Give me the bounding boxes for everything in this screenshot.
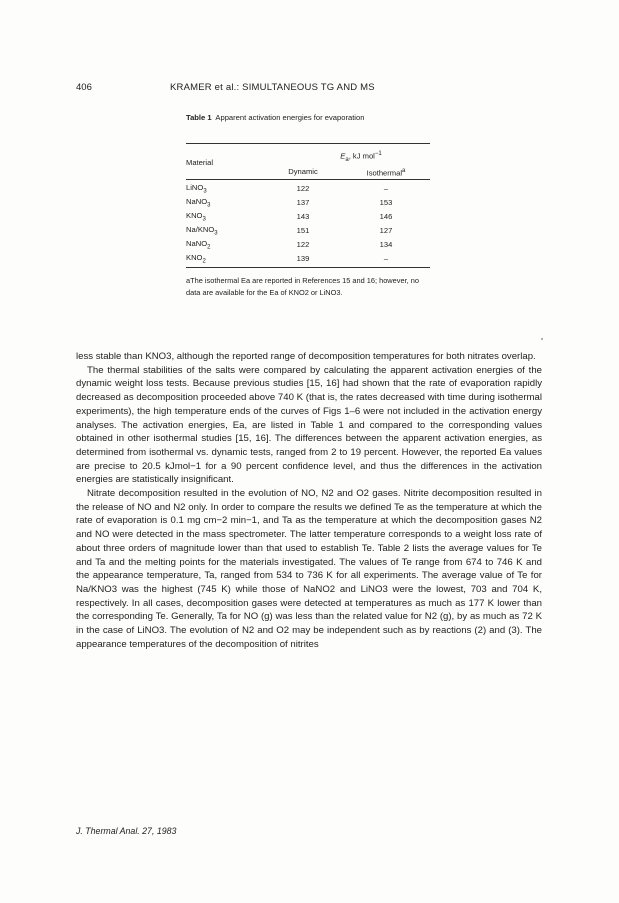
cell-dynamic: 122 (296, 184, 310, 194)
col-header-isothermal: Isothermal$^a$ (366, 167, 406, 178)
table-footnote: aThe isothermal Ea are reported in References 15 and 16; however, no data are available for the Ea of KNO2 or LiNO3. (186, 276, 419, 297)
table-caption-text: Apparent activation energies for evaporation (215, 113, 365, 122)
table-row (186, 211, 430, 225)
cell-material: NaNO$_2$ (186, 238, 211, 251)
activation-energy-table (186, 143, 430, 270)
cell-isothermal: – (383, 184, 389, 194)
table-label: Table 1 (186, 113, 212, 122)
cell-material: LiNO$_3$ (186, 182, 207, 195)
cell-material: $KNO_3$ (186, 210, 206, 223)
cell-isothermal: – (383, 254, 389, 264)
col-header-energy: $E_a$, kJ mol$^{-1}$ (264, 144, 430, 166)
cell-material: NaNO$_3$ (186, 196, 211, 209)
col-header-material: Material (186, 144, 264, 180)
page-number: 406 (76, 82, 92, 93)
table-row (186, 253, 430, 268)
body-text (76, 350, 542, 651)
cell-isothermal: 153 (379, 198, 393, 208)
cell-material: $Na/KNO_3$ (186, 224, 218, 237)
body-paragraph: less stable than KNO3, although the reported range of decomposition temperatures for both nitrates overlap. (76, 351, 536, 362)
cell-isothermal: 127 (379, 226, 393, 236)
table-caption (186, 113, 364, 122)
body-paragraph: Nitrate decomposition resulted in the evolution of NO, N2 and O2 gases. Nitrite decomposition resulted in the release of NO and N2 only. In order to compare the results we defined Te as the temperature at which the rate of evaporation is 0.1 mg cm−2 min−1, and Ta as the temperature at which the decomposition gases N2 and NO were detected in the mass spectrometer. The latter temperature corresponds to a weight loss rate of about three orders of magnitude lower than that used to establish Te. Table 2 lists the average values for Te and Ta and the melting points for the materials investigated. The values of Te range from 674 to 746 K and the appearance temperature, Ta, ranged from 534 to 736 K for all experiments. The average value of Te for Na/KNO3 was the highest (745 K) while those of NaNO2 and LiNO3 were the lowest, 703 and 704 K, respectively. In all cases, decomposition gases were detected at temperatures as much as 177 K lower than the corresponding Te. Generally, Ta for NO (g) was less than the related value for N2 (g), by as much as 72 K in the case of LiNO3. The evolution of N2 and O2 may be independent such as by reactions (2) and (3). The appearance temperatures of the decomposition of nitrites (76, 488, 542, 650)
col-header-dynamic: Dynamic (288, 166, 318, 176)
cell-material: $KNO_2$ (186, 252, 206, 265)
table-row (186, 225, 430, 239)
cell-dynamic: 143 (296, 212, 310, 222)
journal-footer: J. Thermal Anal. 27, 1983 (76, 826, 177, 836)
cell-dynamic: 151 (296, 226, 310, 236)
table-row (186, 239, 430, 253)
scan-speck (541, 338, 543, 340)
cell-dynamic: 122 (296, 240, 310, 250)
cell-dynamic: 139 (296, 254, 310, 264)
table-row (186, 197, 430, 211)
cell-isothermal: 134 (379, 240, 393, 250)
body-paragraph: The thermal stabilities of the salts were compared by calculating the apparent activation energies of the dynamic weight loss tests. Because previous studies [15, 16] had shown that the rate of evaporation rapidly decreased as decomposition proceeded above 740 K (that is, the rates decreased with time during isothermal experiments), the high temperature ends of the curves of Figs 1–6 were not included in the activation energy analyses. The activation energies, Ea, are listed in Table 1 and compared to the corresponding values obtained in other isothermal studies [15, 16]. The differences between the apparent activation energies, as determined from isothermal vs. dynamic tests, ranged from 2 to 19 percent. However, the reported Ea values are precise to 20.5 kJmol−1 for a 90 percent confidence level, and thus the differences in the activation energies are statistically insignificant. (76, 364, 542, 486)
cell-isothermal: 146 (379, 212, 393, 222)
table-row (186, 183, 430, 197)
running-title: KRAMER et al.: SIMULTANEOUS TG AND MS (170, 82, 375, 93)
cell-dynamic: 137 (296, 198, 310, 208)
